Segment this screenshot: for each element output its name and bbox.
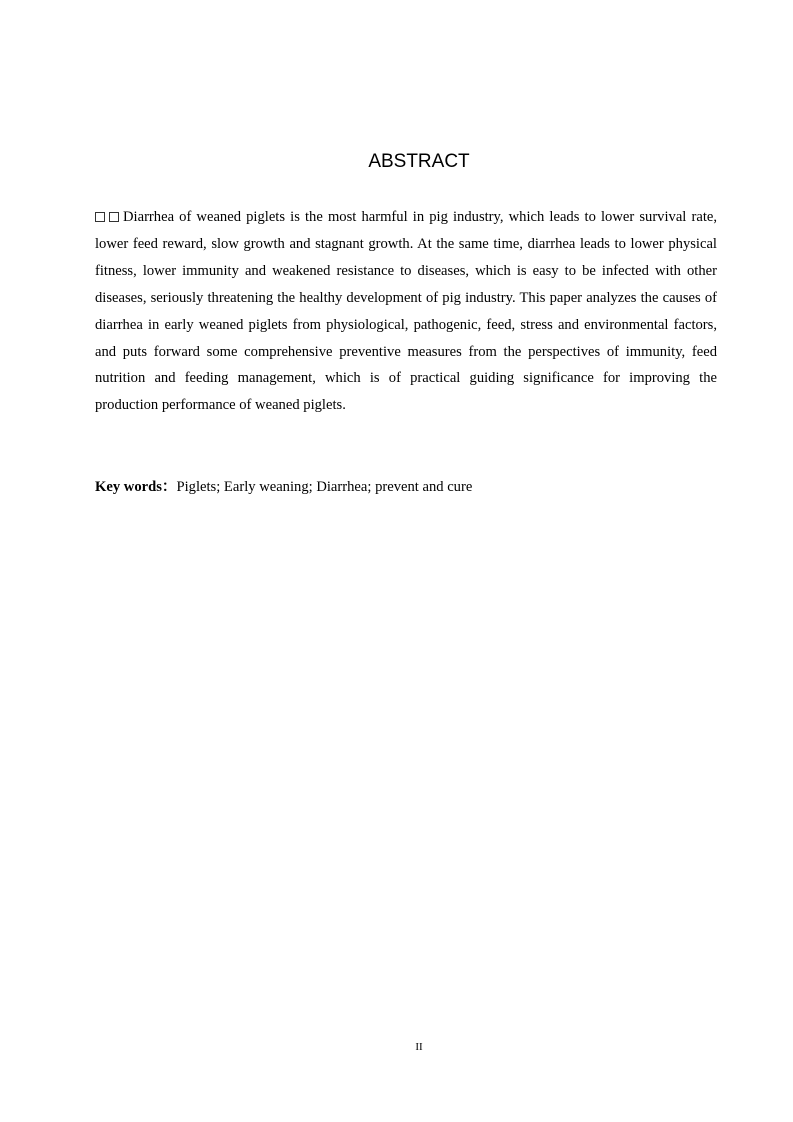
keywords-label: Key words [95,479,162,495]
keywords-separator: ： [161,479,177,495]
keywords-line [95,475,717,499]
abstract-title: ABSTRACT [368,151,470,172]
placeholder-box-icon [95,212,105,222]
placeholder-box-icon [109,212,119,222]
keywords-value: Piglets; Early weaning; Diarrhea; prevent and cure [176,479,473,495]
page-number: II [415,1041,423,1053]
abstract-body-text: Diarrhea of weaned piglets is the most harmful in pig industry, which leads to lower survival rate, lower feed reward, slow growth and stagnant growth. At the same time, diarrhea leads to lower physical fitness, lower immunity and weakened resistance to diseases, which is easy to be infected with other diseases, seriously threatening the healthy development of pig industry. This paper analyzes the causes of diarrhea in early weaned piglets from physiological, pathogenic, feed, stress and environmental factors, and puts forward some comprehensive preventive measures from the perspectives of immunity, feed nutrition and feeding management, which is of practical guiding significance for improving the production performance of weaned piglets. [95,209,717,414]
abstract-paragraph [95,204,717,419]
